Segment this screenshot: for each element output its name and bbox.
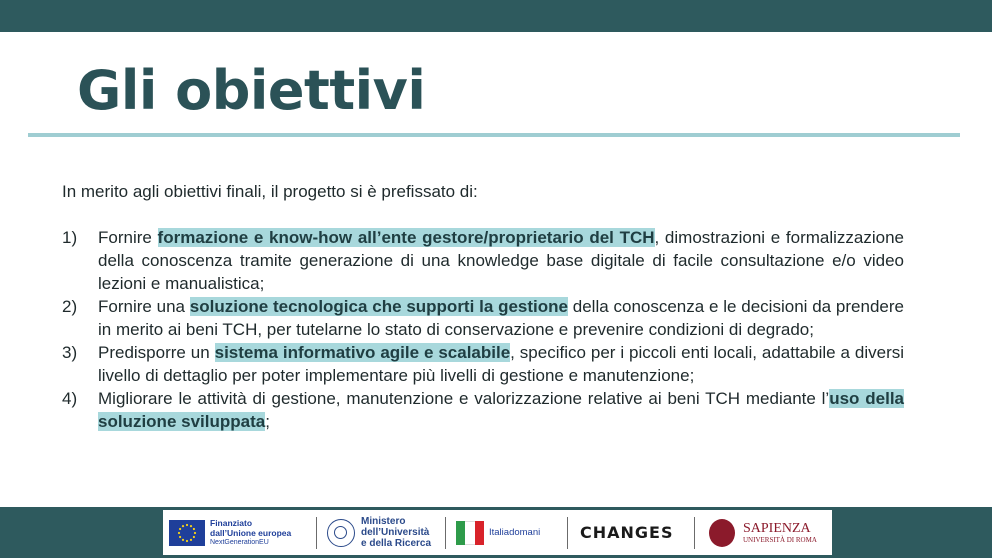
italian-flag-icon [456, 521, 484, 545]
item-number: 4) [62, 389, 78, 408]
mur-seal-icon [327, 519, 355, 547]
item-number: 1) [62, 228, 78, 247]
changes-logo [580, 510, 688, 555]
item-highlight: soluzione tecnologica che supporti la gestione [189, 297, 568, 316]
logo-divider [316, 517, 317, 549]
sapienza-seal-icon [709, 519, 735, 547]
item-text-pre: Fornire una [98, 297, 190, 316]
eu-logo [163, 510, 310, 555]
sapienza-text [743, 521, 817, 544]
item-text-post: , specifico per i piccoli enti locali, adattabile a diversi livello di dettaglio per poter implementare più livelli di gestione e manutenzione; [98, 343, 905, 385]
italiadomani-text [489, 528, 561, 538]
italiadomani-logo [452, 510, 561, 555]
item-text-pre: Migliorare le attività di gestione, manutenzione e valorizzazione relative ai beni TCH mediante l’ [98, 389, 830, 408]
list-item [62, 226, 904, 295]
page-title: Gli obiettivi [77, 59, 426, 122]
logo-strip [163, 510, 832, 555]
logo-divider [694, 517, 695, 549]
slide-body [62, 180, 904, 433]
mur-line-1: Ministero [361, 516, 406, 527]
item-highlight: sistema informativo agile e scalabile [214, 343, 511, 362]
title-underline [28, 133, 960, 137]
item-highlight: formazione e know-how all’ente gestore/proprietario del TCH [157, 228, 655, 247]
mur-line-2: dell’Università [361, 527, 430, 538]
eu-flag-icon [169, 520, 205, 546]
eu-line-1: Finanziato [210, 517, 253, 528]
italiadomani-label: Italiadomani [489, 526, 541, 538]
item-text-pre: Predisporre un [98, 343, 215, 362]
logo-divider [567, 517, 568, 549]
list-item [62, 387, 904, 433]
item-highlight: uso della soluzione sviluppata [98, 389, 905, 431]
mur-line-3: e della Ricerca [361, 538, 432, 549]
mur-text [361, 516, 439, 549]
top-bar [0, 0, 992, 32]
item-text-pre: Fornire [98, 228, 158, 247]
intro-text: In merito agli obiettivi finali, il progetto si è prefissato di: [62, 182, 478, 201]
logo-divider [445, 517, 446, 549]
item-number: 2) [62, 297, 78, 316]
item-text-post: della conoscenza e le decisioni da prendere in merito ai beni TCH, per tutelarne lo stato di conservazione e prevenire condizioni di degrado; [98, 297, 904, 339]
eu-line-2: dall’Unione europea [210, 527, 292, 538]
changes-label: CHANGES [580, 522, 674, 542]
item-text-post: , dimostrazioni e formalizzazione della conoscenza tramite generazione di una knowledge base digitale di facile consultazione e/o video lezioni e manualistica; [98, 228, 905, 293]
item-number: 3) [62, 343, 78, 362]
eu-line-3: NextGenerationEU [210, 538, 269, 546]
list-item [62, 341, 904, 387]
sapienza-logo [701, 510, 817, 555]
eu-text [210, 518, 310, 548]
mur-logo [323, 510, 439, 555]
sapienza-line-2: UNIVERSITÀ DI ROMA [743, 536, 817, 544]
item-text-post: ; [265, 412, 270, 431]
sapienza-line-1: SAPIENZA [743, 521, 811, 536]
list-item [62, 295, 904, 341]
objectives-list [62, 226, 904, 433]
